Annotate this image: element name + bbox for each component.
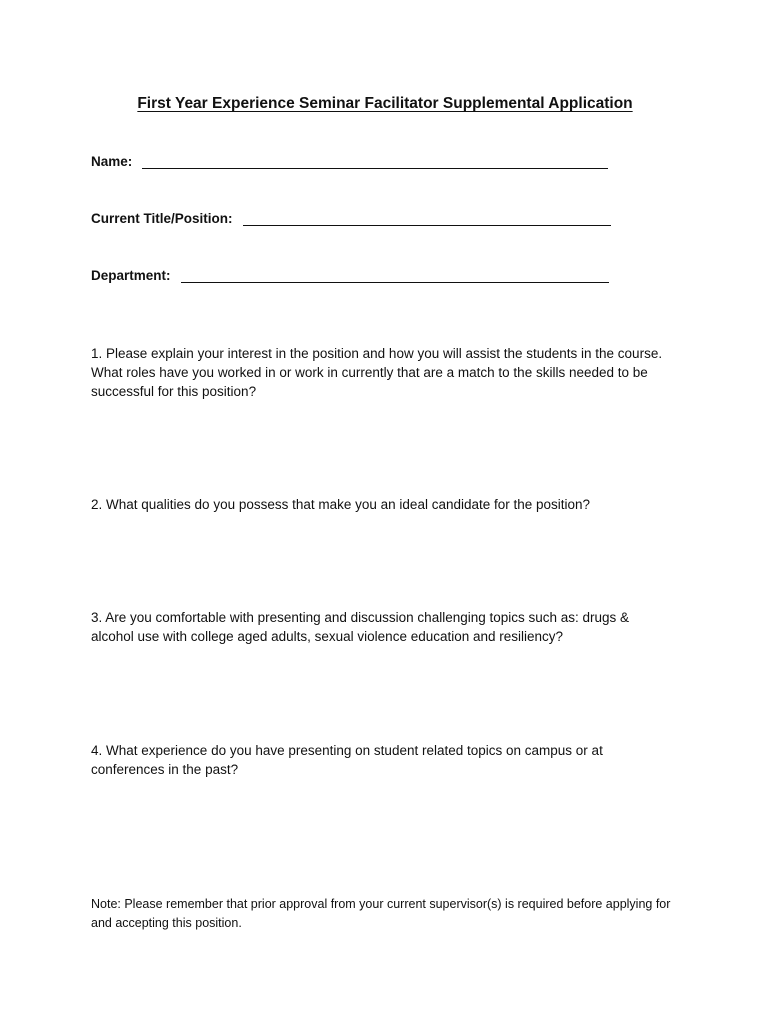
question-4: 4. What experience do you have presenting on student related topics on campus or at conferences in the past? — [91, 743, 603, 777]
question-2: 2. What qualities do you possess that make you an ideal candidate for the position? — [91, 497, 591, 512]
department-field — [91, 268, 609, 283]
question-3: 3. Are you comfortable with presenting and discussion challenging topics such as: drugs & alcohol use with college aged adults, sexual violence education and resiliency? — [91, 610, 630, 644]
approval-note: Note: Please remember that prior approval from your current supervisor(s) is required before applying for and accepting this position. — [91, 897, 671, 930]
document-title: First Year Experience Seminar Facilitator Supplemental Application — [137, 95, 633, 112]
name-input-line[interactable] — [142, 154, 608, 169]
title-position-input-line[interactable] — [243, 211, 611, 226]
department-label: Department: — [91, 268, 171, 283]
name-label: Name: — [91, 154, 133, 169]
question-1: 1. Please explain your interest in the position and how you will assist the students in the course. What roles have you worked in or work in currently that are a match to the skills needed to be successful for this position? — [91, 346, 663, 399]
title-position-label: Current Title/Position: — [91, 211, 233, 226]
title-position-field — [91, 211, 611, 226]
department-input-line[interactable] — [181, 268, 609, 283]
name-field — [91, 154, 608, 169]
